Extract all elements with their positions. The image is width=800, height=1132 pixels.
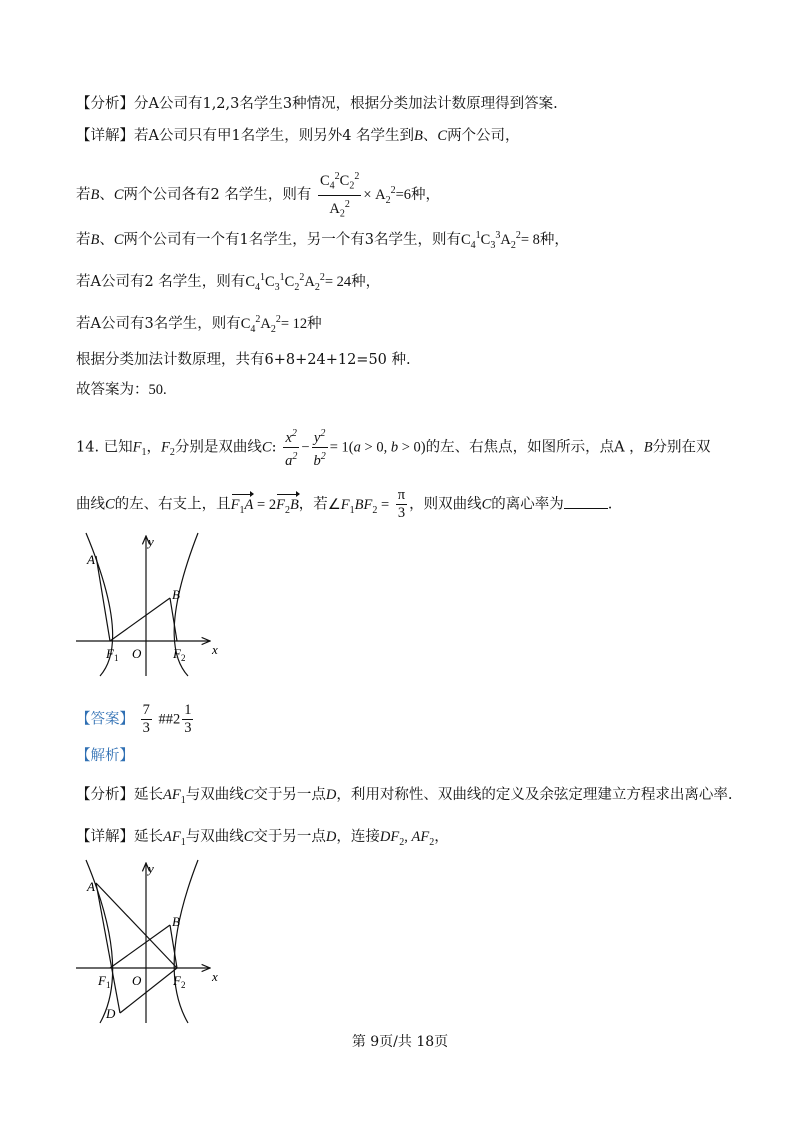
analysis-text: 分A公司有1,2,3名学生3种情况，根据分类加法计数原理得到答案.: [134, 96, 558, 112]
svg-text:2: 2: [181, 653, 186, 663]
label-F2: F: [173, 973, 181, 988]
label-D: D: [106, 1006, 116, 1021]
label-y: y: [148, 534, 154, 549]
label-F1: F: [106, 646, 114, 661]
label-y: y: [148, 861, 154, 876]
sol13-case4: 若A公司有3名学生，则有$C_4^2A_2^2= 12$种: [76, 314, 322, 335]
right-branch: [174, 860, 198, 1023]
svg-text:1: 1: [106, 980, 111, 990]
svg-text:2: 2: [181, 980, 186, 990]
q14-line1: 14. 已知$F_1$，$F_2$分别是双曲线C: $\frac{x^2}{a^2}$ − $\frac{y^2}{b^2}$ = 1(a > 0, b > 0)的左、右焦点，如图所示，点A ，B分别在双: [76, 425, 711, 470]
label-F2: F: [173, 646, 181, 661]
sol13-total: 根据分类加法计数原理，共有6+8+24+12=50 种.: [76, 352, 411, 368]
answer-blank: [564, 494, 608, 509]
page-footer: 第 9页/共 18页: [351, 1034, 449, 1050]
detail-tag: 【详解】: [76, 128, 134, 144]
svg-text:1: 1: [114, 653, 119, 663]
analysis-tag: 【分析】: [76, 96, 134, 112]
q14-line2: 曲线C的左、右支上，且$F_1A = 2F_2B$，若$\angle F_1BF_2$ = $\frac{\pi}{3}$ ，则双曲线C的离心率为 .: [76, 487, 613, 521]
segment-F1B: [110, 925, 170, 968]
segment-AF2: [96, 883, 177, 968]
sol13-detail: 【详解】若A公司只有甲1名学生，则另外4 名学生到B、C两个公司，: [76, 128, 520, 144]
label-x: x: [212, 969, 218, 984]
label-A: A: [87, 552, 95, 567]
label-F1: F: [98, 973, 106, 988]
sol13-case2: 若B、C两个公司有一个有1名学生，另一个有3名学生，则有$C_4^1C_3^3A_2^2= 8$种，: [76, 230, 569, 251]
label-O: O: [132, 646, 142, 661]
label-O: O: [132, 973, 142, 988]
label-B: B: [172, 587, 180, 602]
formula-fraction: $\frac{C_4^2C_2^2}{A_2^2}$: [318, 168, 361, 222]
explain-detail: 【详解】延长$AF_1$与双曲线C交于另一点D，连接$DF_2$, $AF_2$，: [76, 829, 449, 848]
segment-F1B: [110, 598, 170, 641]
segment-DF2: [120, 968, 177, 1013]
hyperbola-figure-1: [76, 528, 226, 678]
answer-line: 【答案】 $\frac{7}{3}$ ##2 $\frac{1}{3}$: [76, 702, 192, 736]
explain-analysis: 【分析】延长$AF_1$与双曲线C交于另一点D，利用对称性、双曲线的定义及余弦定理建立方程求出离心率.: [76, 787, 733, 806]
question-number: 14.: [76, 439, 100, 456]
sol13-case1: 若B、C两个公司各有2 名学生，则有 $\frac{C_4^2C_2^2}{A_2^2}$ × $A_2^2=6$种，: [76, 168, 440, 222]
sol13-answer: 故答案为：50.: [76, 382, 167, 398]
label-B: B: [172, 914, 180, 929]
answer-tag: 【答案】: [76, 711, 134, 728]
sol13-case3: 若A公司有2 名学生，则有$C_4^1C_3^1C_2^2A_2^2= 24$种，: [76, 272, 381, 293]
explain-tag: 【解析】: [76, 748, 134, 764]
segment-AD: [96, 883, 120, 1013]
sol13-analysis: [76, 94, 558, 114]
hyperbola-figure-2: [76, 855, 226, 1025]
label-A: A: [87, 879, 95, 894]
label-x: x: [212, 642, 218, 657]
segment-BF2: [170, 598, 177, 641]
